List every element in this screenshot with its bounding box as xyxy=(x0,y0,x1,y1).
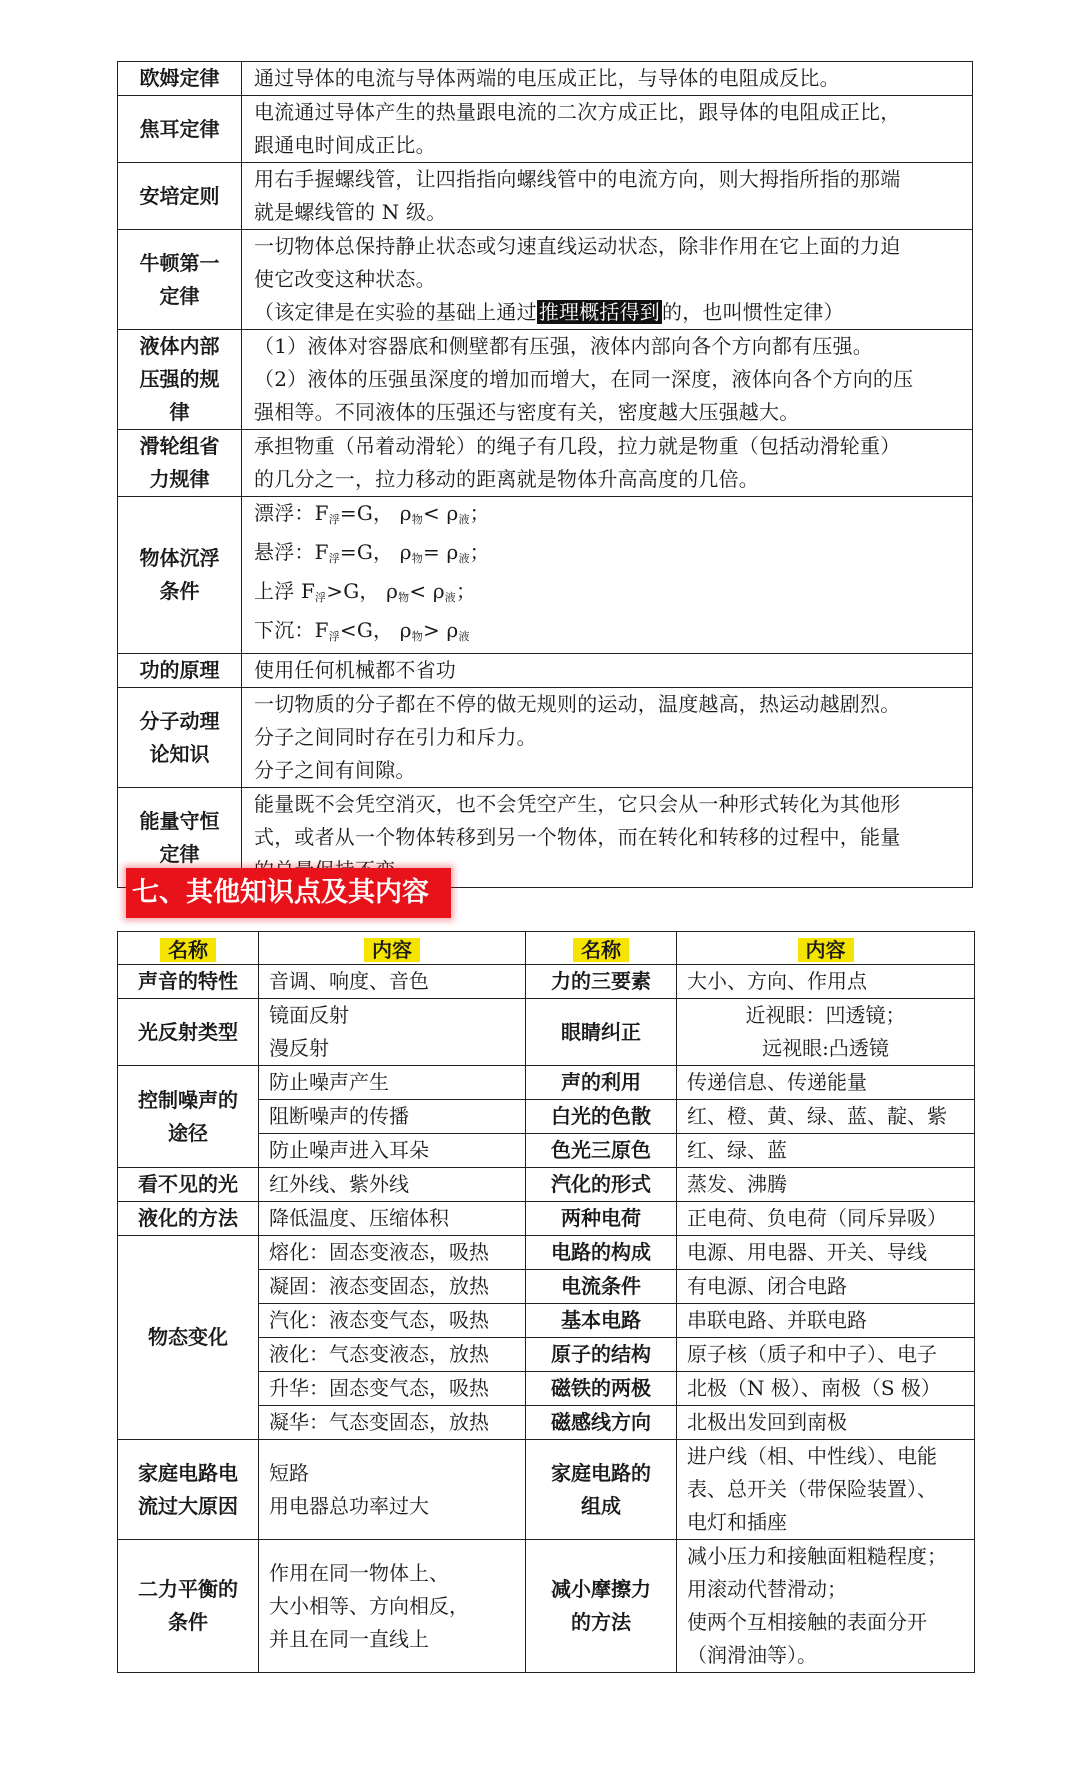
formula-part: < ρ xyxy=(422,501,459,525)
content-text: 北极（N 极）、南极（S 极） xyxy=(687,1376,941,1400)
name-cell xyxy=(526,1270,677,1304)
formula-part: ； xyxy=(456,579,477,603)
name-text: 两种电荷 xyxy=(561,1206,641,1230)
name-text: 减小摩擦力 xyxy=(551,1577,651,1601)
name-text: 液化的方法 xyxy=(138,1206,238,1230)
content-text: 熔化：固态变液态，吸热 xyxy=(269,1240,489,1264)
content-cell xyxy=(259,1440,526,1540)
content-cell xyxy=(259,1540,526,1673)
content-cell xyxy=(242,688,973,788)
name-cell xyxy=(526,1134,677,1168)
content-cell xyxy=(677,1304,975,1338)
content-text: 进户线（相、中性线）、电能 xyxy=(687,1444,937,1468)
name-cell xyxy=(118,1168,259,1202)
content-text: 蒸发、沸腾 xyxy=(687,1172,787,1196)
content-cell xyxy=(259,1406,526,1440)
name-cell xyxy=(118,999,259,1066)
content-text: 镜面反射 xyxy=(269,1003,349,1027)
table-row xyxy=(118,1440,975,1540)
content-cell xyxy=(677,999,975,1066)
float-condition xyxy=(254,497,966,536)
header-content-left xyxy=(259,932,526,965)
content-cell xyxy=(259,1168,526,1202)
subscript: 物 xyxy=(411,513,423,526)
name-text: 论知识 xyxy=(149,741,210,766)
name-text: 色光三原色 xyxy=(551,1138,651,1162)
name-text: 白光的色散 xyxy=(551,1104,651,1128)
name-cell xyxy=(118,430,242,497)
formula-part: > ρ xyxy=(422,618,459,642)
name-text: 家庭电路的 xyxy=(551,1460,651,1485)
content-cell xyxy=(259,1304,526,1338)
content-cell xyxy=(677,1540,975,1673)
content-text: 升华：固态变气态，吸热 xyxy=(269,1376,489,1400)
content-text: 式，或者从一个物体转移到另一个物体，而在转化和转移的过程中，能量 xyxy=(254,825,901,849)
header-label: 名称 xyxy=(160,938,216,962)
content-text: 防止噪声进入耳朵 xyxy=(269,1138,429,1162)
subscript: 物 xyxy=(398,591,410,604)
name-text: 的方法 xyxy=(571,1610,631,1634)
content-text: 正电荷、负电荷（同斥异吸） xyxy=(687,1206,947,1230)
content-cell xyxy=(259,1270,526,1304)
table-row xyxy=(118,1202,975,1236)
content-text: 有电源、闭合电路 xyxy=(687,1274,847,1298)
name-text: 磁感线方向 xyxy=(551,1410,651,1434)
content-text: 漫反射 xyxy=(269,1036,329,1060)
content-cell xyxy=(677,1202,975,1236)
table-row xyxy=(118,430,973,497)
content-text: 就是螺线管的 N 级。 xyxy=(254,200,447,224)
content-cell xyxy=(242,654,973,688)
content-cell xyxy=(242,430,973,497)
table-row xyxy=(118,1168,975,1202)
content-cell xyxy=(677,1168,975,1202)
name-cell xyxy=(118,1066,259,1168)
name-text: 条件 xyxy=(168,1610,208,1634)
name-text: 分子动理 xyxy=(139,708,220,733)
name-cell xyxy=(118,330,242,430)
content-cell xyxy=(242,330,973,430)
content-text: 电灯和插座 xyxy=(687,1510,787,1534)
note-text xyxy=(254,296,966,329)
content-text: 的几分之一，拉力移动的距离就是物体升高高度的几倍。 xyxy=(254,467,759,491)
header-label: 内容 xyxy=(364,938,420,962)
name-text: 组成 xyxy=(581,1493,621,1518)
name-text: 压强的规 xyxy=(139,367,220,391)
table-row xyxy=(118,230,973,330)
name-cell xyxy=(118,965,259,999)
name-text: 流过大原因 xyxy=(138,1493,238,1518)
content-text: 防止噪声产生 xyxy=(269,1070,389,1094)
content-text: 汽化：液态变气态，吸热 xyxy=(269,1308,489,1332)
name-text: 液体内部 xyxy=(139,334,220,358)
name-text: 汽化的形式 xyxy=(551,1172,651,1196)
table-row xyxy=(118,96,973,163)
content-cell xyxy=(259,999,526,1066)
content-text: 使用任何机械都不省功 xyxy=(254,658,456,682)
name-text: 条件 xyxy=(159,579,200,603)
content-text: 远视眼:凸透镜 xyxy=(762,1036,889,1060)
content-cell xyxy=(677,1440,975,1540)
content-text: 使它改变这种状态。 xyxy=(254,267,436,291)
content-text: 凝固：液态变固态，放热 xyxy=(269,1274,489,1298)
name-text: 光反射类型 xyxy=(138,1019,238,1044)
table-row xyxy=(118,965,975,999)
formula-part: 上浮 F xyxy=(254,579,316,603)
name-text: 基本电路 xyxy=(561,1308,641,1332)
content-cell xyxy=(242,163,973,230)
name-cell xyxy=(118,96,242,163)
content-text: 液化：气态变液态，放热 xyxy=(269,1342,489,1366)
content-text: （1）液体对容器底和侧壁都有压强，液体内部向各个方向都有压强。 xyxy=(254,334,873,358)
content-cell xyxy=(259,1100,526,1134)
name-cell xyxy=(118,163,242,230)
formula-part: 下沉：F xyxy=(254,618,329,642)
content-text: 能量既不会凭空消灭，也不会凭空产生，它只会从一种形式转化为其他形 xyxy=(254,792,901,816)
name-cell xyxy=(526,1440,677,1540)
content-text: 降低温度、压缩体积 xyxy=(269,1206,449,1230)
name-cell xyxy=(526,1304,677,1338)
float-condition xyxy=(254,536,966,575)
content-text: 用电器总功率过大 xyxy=(269,1493,429,1518)
content-cell xyxy=(677,1338,975,1372)
content-text: 分子之间有间隙。 xyxy=(254,758,416,782)
content-cell xyxy=(677,1236,975,1270)
content-text: 承担物重（吊着动滑轮）的绳子有几段，拉力就是物重（包括动滑轮重） xyxy=(254,434,901,458)
note-after: 的，也叫惯性定律） xyxy=(662,300,844,324)
name-text: 定律 xyxy=(159,841,200,866)
table-row xyxy=(118,999,975,1066)
name-cell xyxy=(526,965,677,999)
content-cell xyxy=(242,497,973,654)
name-text: 电流条件 xyxy=(561,1274,641,1298)
table-row xyxy=(118,62,973,96)
content-text: 北极出发回到南极 xyxy=(687,1410,847,1434)
content-cell xyxy=(259,1236,526,1270)
content-text: （2）液体的压强虽深度的增加而增大，在同一深度，液体向各个方向的压 xyxy=(254,367,914,391)
content-text: 作用在同一物体上、 xyxy=(269,1560,449,1585)
name-cell xyxy=(118,1202,259,1236)
name-cell xyxy=(526,1168,677,1202)
content-text: 音调、响度、音色 xyxy=(269,969,429,993)
table-row xyxy=(118,1540,975,1673)
table-header-row xyxy=(118,932,975,965)
table-row xyxy=(118,163,973,230)
header-label: 名称 xyxy=(573,938,629,962)
name-text: 焦耳定律 xyxy=(139,116,220,141)
content-cell xyxy=(677,1100,975,1134)
content-text: 大小相等、方向相反， xyxy=(269,1593,469,1618)
table-row xyxy=(118,654,973,688)
content-text: 电源、用电器、开关、导线 xyxy=(687,1240,927,1264)
content-text: 电流通过导体产生的热量跟电流的二次方成正比，跟导体的电阻成正比， xyxy=(254,100,901,124)
section-heading: 七、其他知识点及其内容 xyxy=(126,868,451,918)
name-text: 物体沉浮 xyxy=(139,546,220,570)
name-cell xyxy=(118,1236,259,1440)
content-text: 用滚动代替滑动； xyxy=(687,1577,847,1601)
content-text: 串联电路、并联电路 xyxy=(687,1308,867,1332)
content-text: 跟通电时间成正比。 xyxy=(254,133,436,157)
name-text: 牛顿第一 xyxy=(139,250,220,275)
name-text: 功的原理 xyxy=(139,658,220,682)
formula-part: <G， ρ xyxy=(339,618,412,642)
name-cell xyxy=(526,1100,677,1134)
formula-part: = ρ xyxy=(422,540,459,564)
table-row xyxy=(118,1236,975,1270)
name-cell xyxy=(526,999,677,1066)
formula-part: 漂浮：F xyxy=(254,501,329,525)
content-cell xyxy=(677,1134,975,1168)
content-text: 并且在同一直线上 xyxy=(269,1626,429,1651)
other-knowledge-table xyxy=(117,931,975,1673)
physics-laws-table xyxy=(117,61,973,888)
name-text: 力的三要素 xyxy=(551,969,651,993)
subscript: 液 xyxy=(458,513,470,526)
subscript: 浮 xyxy=(315,591,327,604)
name-text: 安培定则 xyxy=(139,183,220,208)
content-text: 短路 xyxy=(269,1460,309,1485)
content-text: 使两个互相接触的表面分开 xyxy=(687,1610,927,1634)
name-text: 家庭电路电 xyxy=(138,1460,238,1485)
name-text: 看不见的光 xyxy=(138,1172,238,1196)
header-content-right xyxy=(677,932,975,965)
subscript: 浮 xyxy=(328,630,340,643)
table-row xyxy=(118,330,973,430)
content-cell xyxy=(259,965,526,999)
name-text: 声音的特性 xyxy=(138,969,238,993)
content-text: 红、绿、蓝 xyxy=(687,1138,787,1162)
header-label: 内容 xyxy=(798,938,854,962)
name-cell xyxy=(118,654,242,688)
formula-part: < ρ xyxy=(409,579,445,603)
content-cell xyxy=(242,96,973,163)
content-text: 分子之间同时存在引力和斥力。 xyxy=(254,725,537,749)
name-text: 律 xyxy=(169,400,190,424)
name-cell xyxy=(526,1406,677,1440)
content-text: 红外线、紫外线 xyxy=(269,1172,409,1196)
name-text: 物态变化 xyxy=(148,1325,228,1349)
name-cell xyxy=(526,1236,677,1270)
name-cell xyxy=(118,497,242,654)
content-text: 阻断噪声的传播 xyxy=(269,1104,409,1128)
content-text: 通过导体的电流与导体两端的电压成正比，与导体的电阻成反比。 xyxy=(254,66,840,90)
content-text: 原子核（质子和中子）、电子 xyxy=(687,1342,937,1366)
content-cell xyxy=(677,965,975,999)
formula-part: 悬浮：F xyxy=(254,540,329,564)
content-cell xyxy=(259,1134,526,1168)
subscript: 液 xyxy=(458,630,470,643)
name-text: 定律 xyxy=(159,283,200,308)
content-text: 凝华：气态变固态，放热 xyxy=(269,1410,489,1434)
name-text: 原子的结构 xyxy=(551,1342,651,1366)
content-cell xyxy=(677,1372,975,1406)
name-text: 滑轮组省 xyxy=(139,434,220,458)
note-before: （该定律是在实验的基础上通过 xyxy=(254,300,537,324)
content-cell xyxy=(677,1406,975,1440)
formula-part: ； xyxy=(469,540,490,564)
name-cell xyxy=(526,1066,677,1100)
name-cell xyxy=(526,1372,677,1406)
subscript: 浮 xyxy=(328,552,340,565)
content-cell xyxy=(259,1338,526,1372)
header-name-left xyxy=(118,932,259,965)
content-text: 一切物质的分子都在不停的做无规则的运动，温度越高，热运动越剧烈。 xyxy=(254,692,901,716)
content-text: 红、橙、黄、绿、蓝、靛、紫 xyxy=(687,1104,947,1128)
content-text: 减小压力和接触面粗糙程度； xyxy=(687,1544,947,1568)
formula-part: ； xyxy=(469,501,490,525)
content-cell xyxy=(259,1202,526,1236)
name-cell xyxy=(118,1440,259,1540)
float-condition xyxy=(254,614,966,653)
name-text: 欧姆定律 xyxy=(139,66,220,90)
content-text: 用右手握螺线管，让四指指向螺线管中的电流方向，则大拇指所指的那端 xyxy=(254,167,901,191)
content-cell xyxy=(259,1372,526,1406)
content-text: 大小、方向、作用点 xyxy=(687,969,867,993)
content-text: 表、总开关（带保险装置）、 xyxy=(687,1477,937,1501)
name-cell xyxy=(118,230,242,330)
subscript: 液 xyxy=(458,552,470,565)
name-cell xyxy=(526,1540,677,1673)
subscript: 液 xyxy=(444,591,456,604)
content-cell xyxy=(259,1066,526,1100)
subscript: 物 xyxy=(411,630,423,643)
header-name-right xyxy=(526,932,677,965)
content-cell xyxy=(677,1066,975,1100)
name-text: 声的利用 xyxy=(561,1070,641,1094)
name-text: 控制噪声的 xyxy=(138,1087,238,1112)
name-cell xyxy=(526,1338,677,1372)
formula-part: >G， ρ xyxy=(326,579,399,603)
name-text: 力规律 xyxy=(149,467,210,491)
content-text: 传递信息、传递能量 xyxy=(687,1070,867,1094)
float-condition xyxy=(254,575,966,614)
name-text: 二力平衡的 xyxy=(138,1577,238,1601)
highlighted-phrase: 推理概括得到 xyxy=(538,300,661,324)
content-cell xyxy=(242,62,973,96)
name-text: 途径 xyxy=(168,1120,208,1145)
subscript: 浮 xyxy=(328,513,340,526)
name-cell xyxy=(526,1202,677,1236)
subscript: 物 xyxy=(411,552,423,565)
content-text: 一切物体总保持静止状态或匀速直线运动状态，除非作用在它上面的力迫 xyxy=(254,234,901,258)
name-cell xyxy=(118,1540,259,1673)
table-row xyxy=(118,688,973,788)
content-text: 强相等。不同液体的压强还与密度有关，密度越大压强越大。 xyxy=(254,400,800,424)
name-text: 眼睛纠正 xyxy=(561,1019,641,1044)
name-cell xyxy=(118,688,242,788)
content-cell xyxy=(677,1270,975,1304)
table-row xyxy=(118,1066,975,1100)
table-row xyxy=(118,497,973,654)
name-text: 能量守恒 xyxy=(139,808,220,833)
name-text: 磁铁的两极 xyxy=(551,1376,651,1400)
formula-part: =G， ρ xyxy=(339,540,412,564)
content-text: （润滑油等）。 xyxy=(687,1643,817,1667)
formula-part: =G， ρ xyxy=(339,501,412,525)
name-cell xyxy=(118,62,242,96)
name-text: 电路的构成 xyxy=(551,1240,651,1264)
content-text: 近视眼：凹透镜； xyxy=(745,1003,906,1027)
content-cell xyxy=(242,230,973,330)
